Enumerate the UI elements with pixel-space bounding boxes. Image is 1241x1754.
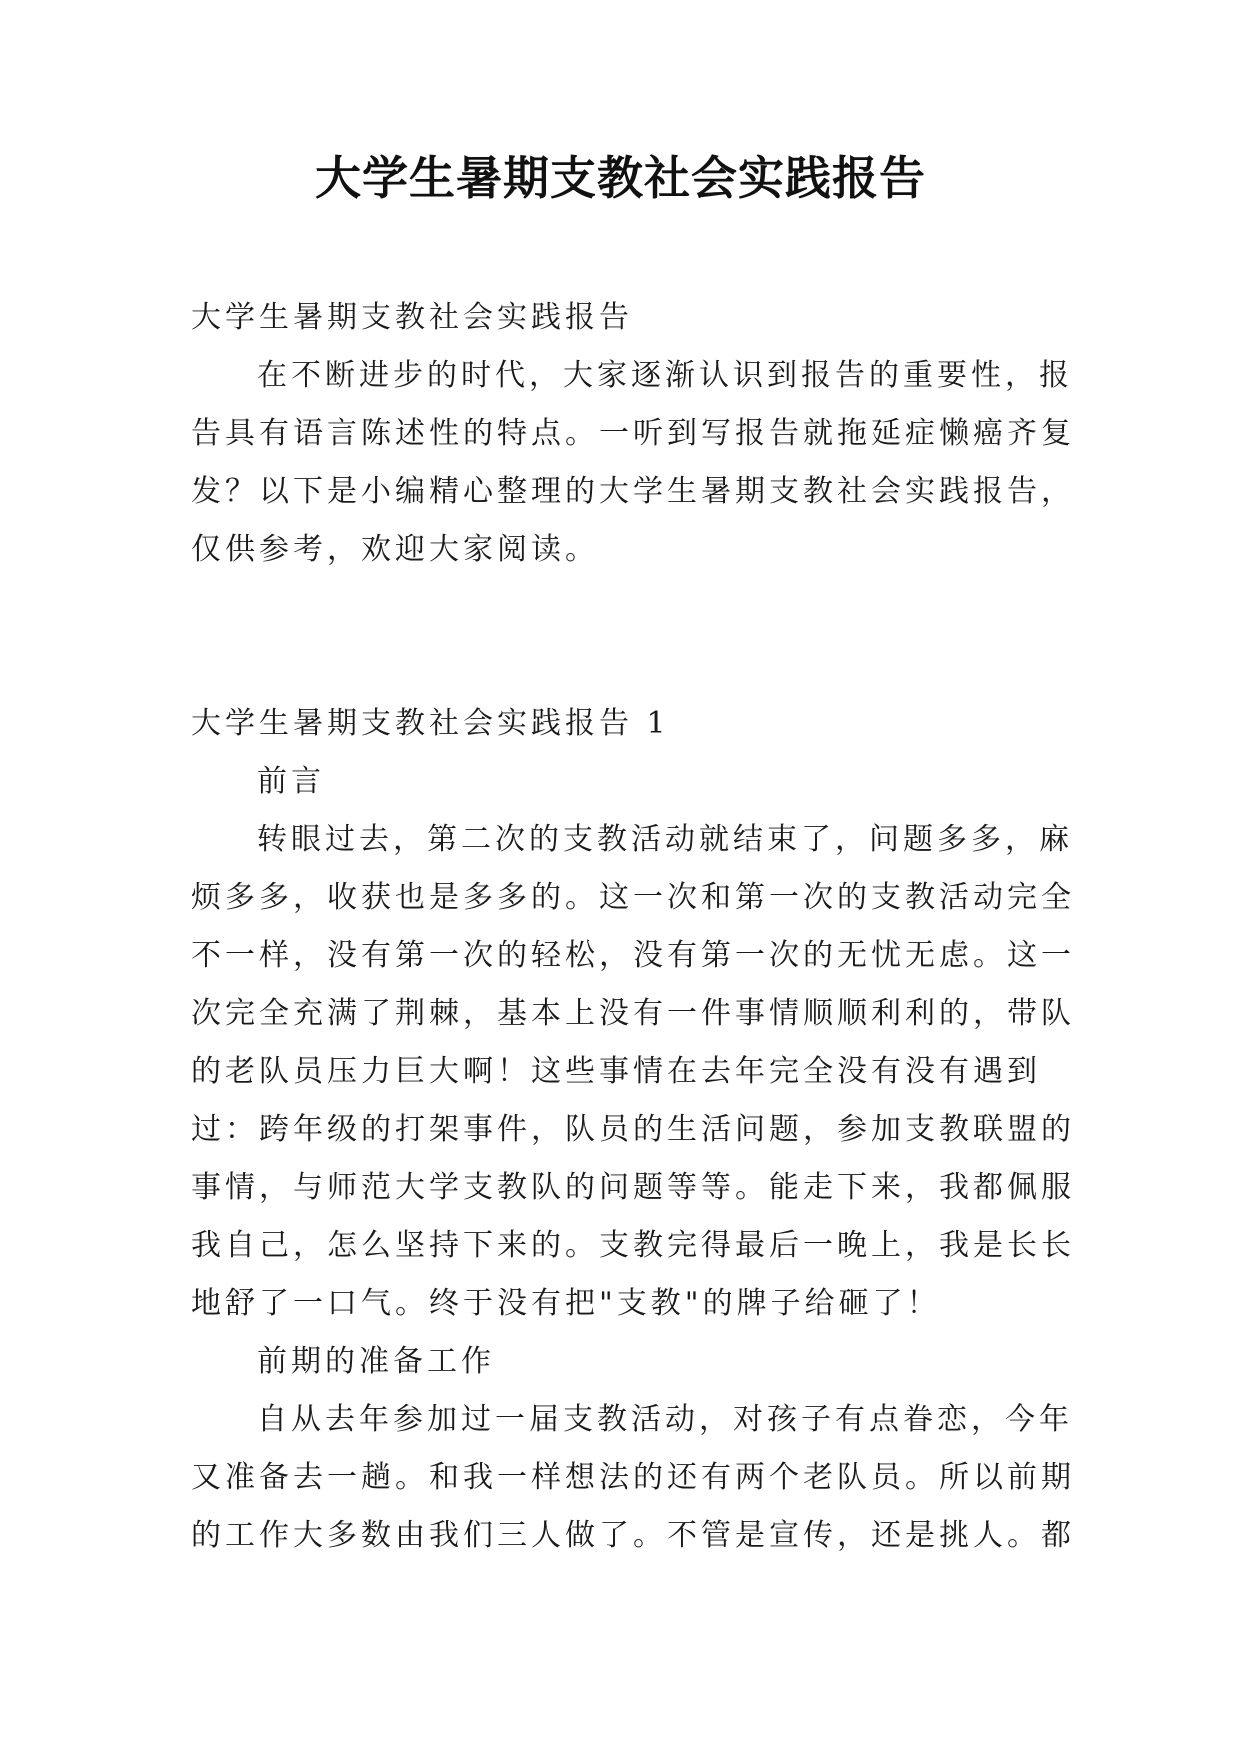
foreword-line: 地舒了一口气。终于没有把"支教"的牌子给砸了！ — [191, 1286, 941, 1321]
foreword-line: 的老队员压力巨大啊！这些事情在去年完全没有没有遇到 — [191, 1054, 1041, 1089]
prep-line: 又准备去一趟。和我一样想法的还有两个老队员。所以前期 — [191, 1460, 1075, 1495]
prep-line: 自从去年参加过一届支教活动，对孩子有点眷恋，今年 — [257, 1402, 1073, 1437]
foreword-line: 事情，与师范大学支教队的问题等等。能走下来，我都佩服 — [191, 1170, 1075, 1205]
foreword-line: 我自己，怎么坚持下来的。支教完得最后一晚上，我是长长 — [191, 1228, 1075, 1263]
document-title: 大学生暑期支教社会实践报告 — [315, 151, 926, 205]
foreword-heading: 前言 — [257, 764, 325, 799]
intro-line: 仅供参考，欢迎大家阅读。 — [191, 532, 599, 567]
intro-section — [191, 289, 1075, 579]
intro-line: 告具有语言陈述性的特点。一听到写报告就拖延症懒癌齐复 — [191, 416, 1075, 451]
foreword-line: 不一样，没有第一次的轻松，没有第一次的无忧无虑。这一 — [191, 938, 1075, 973]
foreword-line: 过：跨年级的打架事件，队员的生活问题，参加支教联盟的 — [191, 1112, 1075, 1147]
intro-heading: 大学生暑期支教社会实践报告 — [191, 300, 633, 335]
section-1-heading: 大学生暑期支教社会实践报告 1 — [191, 706, 670, 741]
foreword-line: 次完全充满了荆棘，基本上没有一件事情顺顺利利的，带队 — [191, 996, 1075, 1031]
intro-line: 发？以下是小编精心整理的大学生暑期支教社会实践报告， — [191, 474, 1075, 509]
prep-heading: 前期的准备工作 — [257, 1344, 495, 1379]
prep-line: 的工作大多数由我们三人做了。不管是宣传，还是挑人。都 — [191, 1518, 1075, 1553]
foreword-line: 烦多多，收获也是多多的。这一次和第一次的支教活动完全 — [191, 880, 1075, 915]
intro-line: 在不断进步的时代，大家逐渐认识到报告的重要性，报 — [257, 358, 1073, 393]
foreword-line: 转眼过去，第二次的支教活动就结束了，问题多多，麻 — [257, 822, 1073, 857]
section-1 — [191, 695, 1075, 1565]
